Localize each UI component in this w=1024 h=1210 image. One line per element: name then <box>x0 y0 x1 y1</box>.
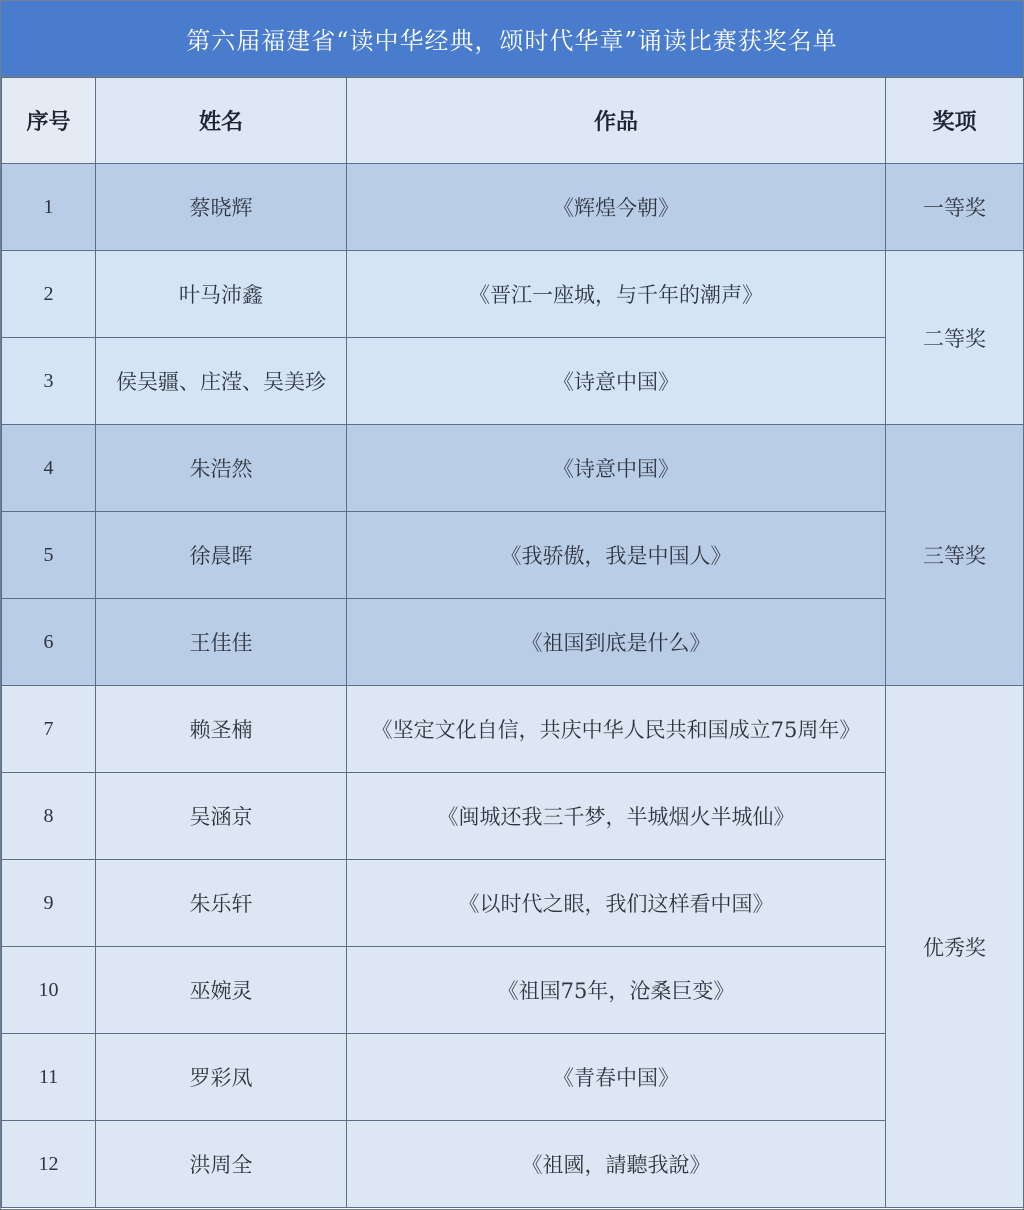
table-row <box>2 1034 1024 1121</box>
award-table <box>1 77 1024 1208</box>
row-number: 2 <box>2 251 96 338</box>
row-number: 3 <box>2 338 96 425</box>
table-row <box>2 686 1024 773</box>
winner-name: 朱乐轩 <box>96 860 347 947</box>
work-title: 《以时代之眼，我们这样看中国》 <box>347 860 886 947</box>
work-title: 《祖国到底是什么》 <box>347 599 886 686</box>
row-number: 11 <box>2 1034 96 1121</box>
winner-name: 吴涵京 <box>96 773 347 860</box>
work-title: 《坚定文化自信，共庆中华人民共和国成立75周年》 <box>347 686 886 773</box>
page-title: 第六届福建省“读中华经典，颂时代华章”诵读比赛获奖名单 <box>1 1 1023 77</box>
work-title: 《我骄傲，我是中国人》 <box>347 512 886 599</box>
table-row <box>2 164 1024 251</box>
winner-name: 侯吴疆、庄滢、吴美珍 <box>96 338 347 425</box>
table-row <box>2 599 1024 686</box>
winner-name: 朱浩然 <box>96 425 347 512</box>
winner-name: 蔡晓辉 <box>96 164 347 251</box>
award-excellence: 优秀奖 <box>886 686 1024 1208</box>
header-work: 作品 <box>347 78 886 164</box>
row-number: 8 <box>2 773 96 860</box>
award-third-prize: 三等奖 <box>886 425 1024 686</box>
winner-name: 王佳佳 <box>96 599 347 686</box>
row-number: 6 <box>2 599 96 686</box>
header-name: 姓名 <box>96 78 347 164</box>
work-title: 《祖國，請聽我說》 <box>347 1121 886 1208</box>
table-row <box>2 947 1024 1034</box>
award-first-prize: 一等奖 <box>886 164 1024 251</box>
header-no: 序号 <box>2 78 96 164</box>
row-number: 1 <box>2 164 96 251</box>
winner-name: 巫婉灵 <box>96 947 347 1034</box>
winner-name: 洪周全 <box>96 1121 347 1208</box>
table-row <box>2 773 1024 860</box>
work-title: 《辉煌今朝》 <box>347 164 886 251</box>
table-row <box>2 512 1024 599</box>
table-row <box>2 338 1024 425</box>
winner-name: 叶马沛鑫 <box>96 251 347 338</box>
table-row <box>2 251 1024 338</box>
table-row <box>2 1121 1024 1208</box>
winner-name: 赖圣楠 <box>96 686 347 773</box>
table-row <box>2 860 1024 947</box>
row-number: 12 <box>2 1121 96 1208</box>
work-title: 《闽城还我三千梦，半城烟火半城仙》 <box>347 773 886 860</box>
work-title: 《晋江一座城，与千年的潮声》 <box>347 251 886 338</box>
row-number: 4 <box>2 425 96 512</box>
row-number: 7 <box>2 686 96 773</box>
award-second-prize: 二等奖 <box>886 251 1024 425</box>
work-title: 《诗意中国》 <box>347 425 886 512</box>
header-award: 奖项 <box>886 78 1024 164</box>
winner-name: 徐晨晖 <box>96 512 347 599</box>
row-number: 10 <box>2 947 96 1034</box>
row-number: 9 <box>2 860 96 947</box>
winner-name: 罗彩凤 <box>96 1034 347 1121</box>
work-title: 《青春中国》 <box>347 1034 886 1121</box>
work-title: 《祖国75年，沧桑巨变》 <box>347 947 886 1034</box>
header-row <box>2 78 1024 164</box>
table-row <box>2 425 1024 512</box>
row-number: 5 <box>2 512 96 599</box>
work-title: 《诗意中国》 <box>347 338 886 425</box>
